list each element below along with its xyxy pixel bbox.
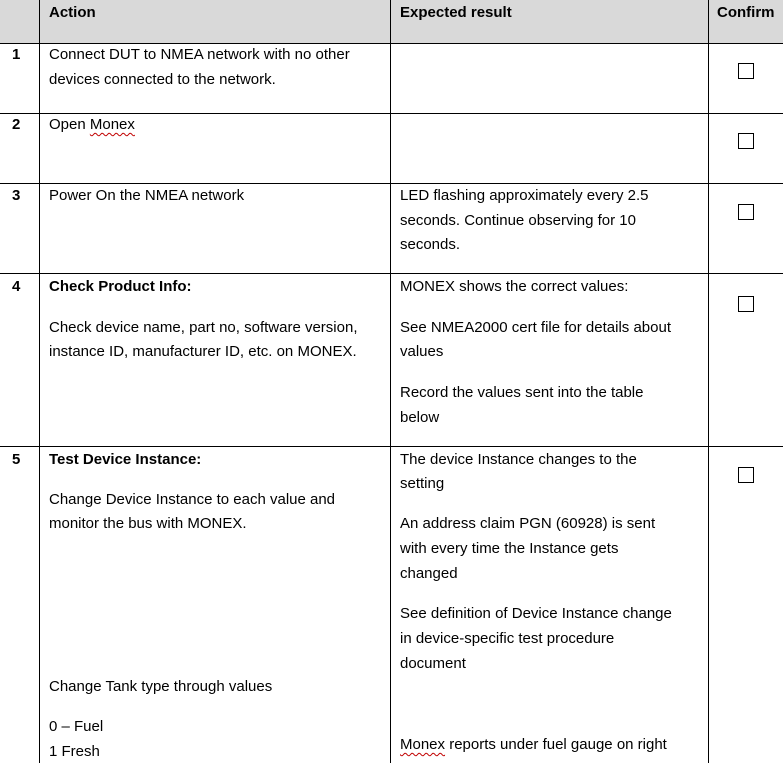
expected-text: seconds. [400,236,461,253]
expected-text: Monex reports under fuel gauge on right [400,736,667,753]
action-title: Check Product Info: [49,278,192,295]
expected-text: MONEX shows the correct values: [400,278,629,295]
confirm-checkbox[interactable] [738,204,754,220]
confirm-checkbox[interactable] [738,296,754,312]
action-text: 0 – Fuel [49,718,104,735]
row-number: 3 [12,187,21,204]
action-text: Change Device Instance to each value and [49,491,336,508]
header-confirm: Confirm [717,4,775,21]
expected-text: values [400,343,444,360]
row-number: 1 [12,46,21,63]
expected-text: document [400,655,466,672]
expected-text: setting [400,475,445,492]
action-text: Change Tank type through values [49,678,273,695]
spellcheck-word: Monex [400,736,446,753]
action-title: Test Device Instance: [49,451,202,468]
action-text: instance ID, manufacturer ID, etc. on MONEX. [49,343,357,360]
action-text: Open Monex [49,116,135,133]
action-text: Check device name, part no, software version, [49,319,358,336]
confirm-checkbox[interactable] [738,467,754,483]
action-text: Power On the NMEA network [49,187,245,204]
header-expected-result: Expected result [400,4,512,21]
expected-text: with every time the Instance gets [400,540,619,557]
confirm-checkbox[interactable] [738,133,754,149]
expected-text: changed [400,565,458,582]
column-divider [708,0,709,763]
action-text: Connect DUT to NMEA network with no other [49,46,350,63]
header-action: Action [49,4,96,21]
row-number: 5 [12,451,21,468]
confirm-checkbox[interactable] [738,63,754,79]
action-text: devices connected to the network. [49,71,276,88]
expected-text: See definition of Device Instance change [400,605,672,622]
table-header-background [0,0,783,43]
expected-text: below [400,409,440,426]
row-number: 4 [12,278,21,295]
spellcheck-word: Monex [89,116,135,133]
column-divider [390,0,391,763]
expected-text: Record the values sent into the table [400,384,644,401]
row-number: 2 [12,116,21,133]
expected-text: LED flashing approximately every 2.5 [400,187,649,204]
expected-text: in device-specific test procedure [400,630,615,647]
action-text: monitor the bus with MONEX. [49,515,247,532]
column-divider [39,0,40,763]
expected-text: An address claim PGN (60928) is sent [400,515,656,532]
expected-text: See NMEA2000 cert file for details about [400,319,671,336]
expected-text: seconds. Continue observing for 10 [400,212,636,229]
action-text: 1 Fresh [49,743,100,760]
expected-text: The device Instance changes to the [400,451,637,468]
